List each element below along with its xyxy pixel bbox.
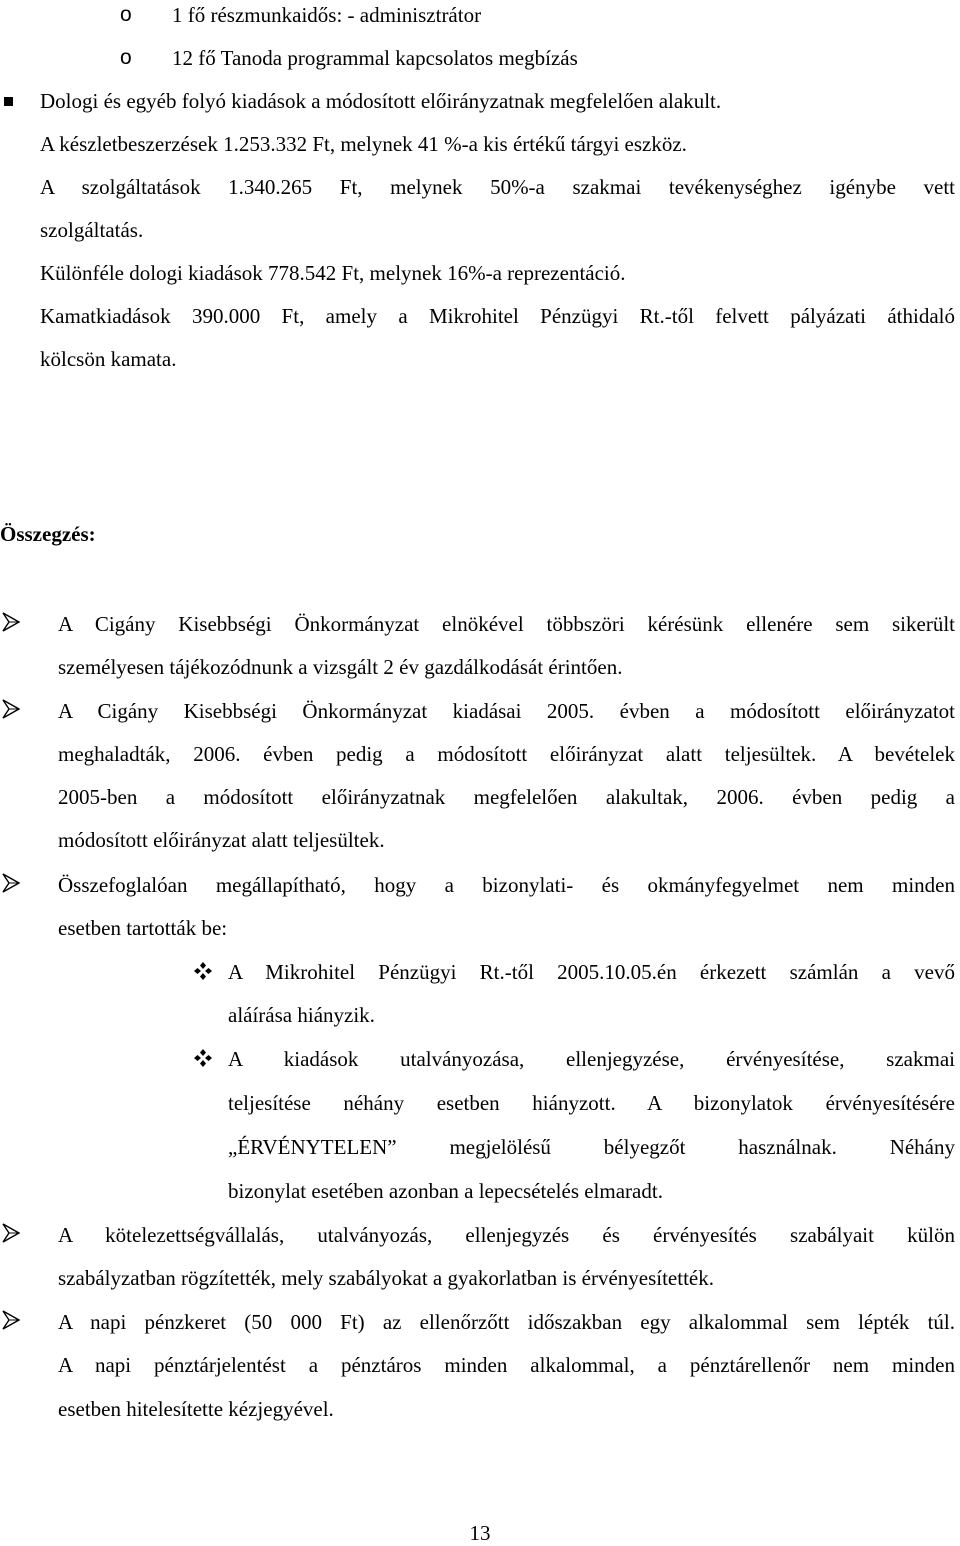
budget-line-6: szolgáltatás. — [40, 218, 144, 242]
summary-p2-line2: meghaladták, 2006. évben pedig a módosított előirányzat alatt teljesültek. A bevételek — [58, 742, 955, 766]
budget-line-4: A készletbeszerzések 1.253.332 Ft, melynek 41 %-a kis értékű tárgyi eszköz. — [40, 132, 687, 156]
sub-item-2-line1: A kiadások utalványozása, ellenjegyzése, érvényesítése, szakmai — [228, 1047, 955, 1071]
budget-line-7: Különféle dologi kiadások 778.542 Ft, melynek 16%-a reprezentáció. — [40, 261, 626, 285]
sub-item-2-line3: „ÉRVÉNYTELEN” megjelölésű bélyegzőt használnak. Néhány — [228, 1135, 955, 1159]
summary-p5-line1: A napi pénzkeret (50 000 Ft) az ellenőrzőtt időszakban egy alkalommal sem lépték túl. — [58, 1310, 955, 1334]
budget-line-5: A szolgáltatások 1.340.265 Ft, melynek 50%-a szakmai tevékenységhez igénybe vett — [40, 175, 955, 199]
page-number: 13 — [469, 1521, 491, 1545]
budget-line-3: Dologi és egyéb folyó kiadások a módosított előirányzatnak megfelelően alakult. — [40, 89, 722, 113]
four-diamond-bullet-icon — [193, 961, 213, 981]
summary-p3-line2: esetben tartották be: — [58, 916, 228, 940]
summary-p1-line2: személyesen tájékozódnunk a vizsgált 2 év gazdálkodását érintően. — [58, 655, 623, 679]
sub-item-1-line1: A Mikrohitel Pénzügyi Rt.-től 2005.10.05.én érkezett számlán a vevő — [228, 960, 955, 984]
sub-item-2-line2: teljesítése néhány esetben hiányzott. A bizonylatok érvényesítésére — [228, 1091, 955, 1115]
sub-item-1-line2: aláírása hiányzik. — [228, 1003, 375, 1027]
arrowhead-bullet-icon — [2, 612, 20, 632]
summary-p5-line3: esetben hitelesítette kézjegyével. — [58, 1397, 334, 1421]
hollow-bullet-icon: o — [120, 46, 132, 69]
arrowhead-bullet-icon — [2, 699, 20, 719]
hollow-bullet-icon: o — [120, 3, 132, 26]
summary-p3-line1: Összefoglalóan megállapítható, hogy a bizonylati- és okmányfegyelmet nem minden — [58, 873, 955, 897]
summary-p2-line4: módosított előirányzat alatt teljesültek. — [58, 828, 385, 852]
summary-heading: Összegzés: — [0, 522, 96, 546]
budget-line-8: Kamatkiadások 390.000 Ft, amely a Mikrohitel Pénzügyi Rt.-től felvett pályázati áthidaló — [40, 304, 955, 328]
budget-line-9: kölcsön kamata. — [40, 347, 177, 371]
four-diamond-bullet-icon — [193, 1048, 213, 1068]
sub-item-2-line4: bizonylat esetében azonban a lepecsételés elmaradt. — [228, 1179, 663, 1203]
summary-p1-line1: A Cigány Kisebbségi Önkormányzat elnökével többszöri kérésünk ellenére sem sikerült — [58, 612, 955, 636]
summary-p4-line1: A kötelezettségvállalás, utalványozás, ellenjegyzés és érvényesítés szabályait külön — [58, 1223, 955, 1247]
budget-line-1: 1 fő részmunkaidős: - adminisztrátor — [172, 3, 482, 27]
square-bullet-icon — [4, 97, 13, 106]
summary-p2-line3: 2005-ben a módosított előirányzatnak megfelelően alakultak, 2006. évben pedig a — [58, 785, 955, 809]
arrowhead-bullet-icon — [2, 873, 20, 893]
budget-line-2: 12 fő Tanoda programmal kapcsolatos megbízás — [172, 46, 578, 70]
arrowhead-bullet-icon — [2, 1310, 20, 1330]
summary-p2-line1: A Cigány Kisebbségi Önkormányzat kiadásai 2005. évben a módosított előirányzatot — [58, 699, 955, 723]
summary-p5-line2: A napi pénztárjelentést a pénztáros minden alkalommal, a pénztárellenőr nem minden — [58, 1353, 955, 1377]
arrowhead-bullet-icon — [2, 1223, 20, 1243]
summary-p4-line2: szabályzatban rögzítették, mely szabályokat a gyakorlatban is érvényesítették. — [58, 1266, 714, 1290]
